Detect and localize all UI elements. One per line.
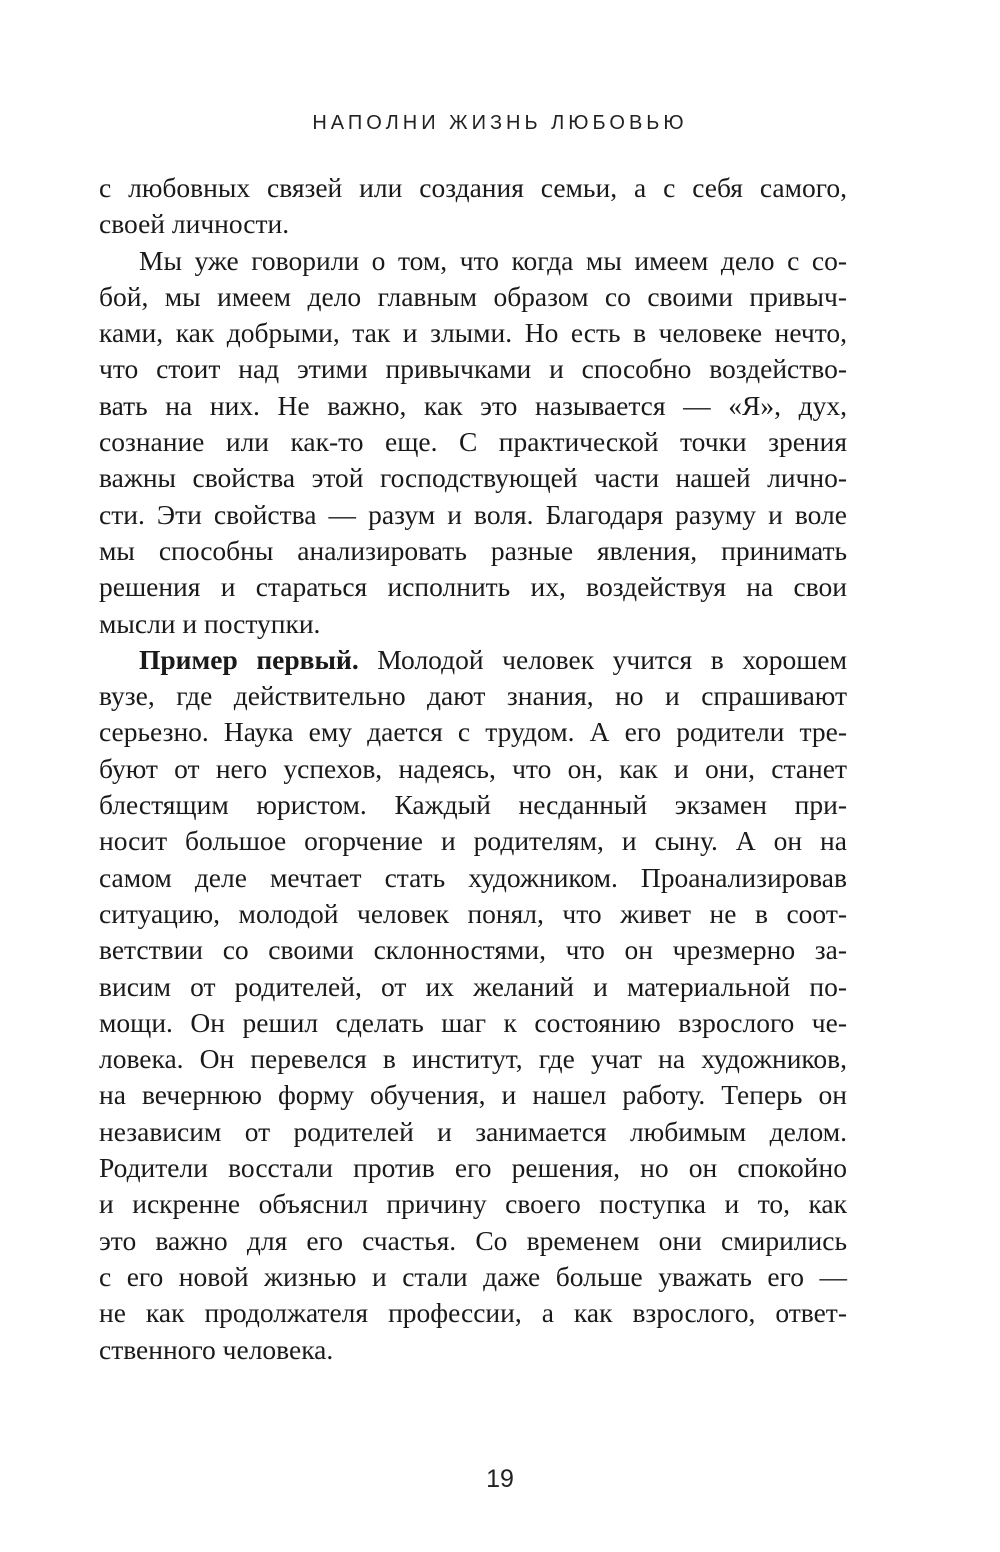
text-line: не как продолжателя профессии, а как взрослого, ответ- — [99, 1297, 847, 1329]
text-line: буют от него успехов, надеясь, что он, как и они, станет — [99, 752, 847, 784]
running-title: НАПОЛНИ ЖИЗНЬ ЛЮБОВЬЮ — [312, 112, 688, 134]
text-line: ками, как добрыми, так и злыми. Но есть в человеке нечто, — [99, 317, 847, 349]
text-line: серьезно. Наука ему дается с трудом. А его родители тре- — [99, 716, 847, 748]
text-line: решения и стараться исполнить их, воздействуя на свои — [99, 571, 847, 603]
text-line: сти. Эти свойства — разум и воля. Благодаря разуму и воле — [99, 498, 847, 530]
text-line: вузе, где действительно дают знания, но и спрашивают — [99, 680, 847, 712]
text-line: важны свойства этой господствующей части нашей лично- — [99, 462, 847, 494]
text-line: ственного человека. — [99, 1333, 334, 1365]
text-line: бой, мы имеем дело главным образом со своими привыч- — [99, 280, 847, 312]
text-line: сознание или как-то еще. С практической точки зрения — [99, 426, 847, 458]
text-line: самом деле мечтает стать художником. Проанализировав — [99, 861, 847, 893]
text-line: с его новой жизнью и стали даже больше уважать его — — [99, 1260, 847, 1292]
text-run: Молодой человек учится в хорошем — [358, 643, 847, 675]
text-line: носит большое огорчение и родителям, и сыну. А он на — [99, 825, 847, 857]
text-line: и искренне объяснил причину своего поступка и то, как — [99, 1188, 847, 1220]
page-number: 19 — [486, 1465, 514, 1493]
text-line: независим от родителей и занимается любимым делом. — [99, 1115, 847, 1147]
text-line: с любовных связей или создания семьи, а с себя самого, — [99, 172, 847, 203]
text-line: блестящим юристом. Каждый несданный экзамен при- — [99, 789, 847, 821]
text-line: висим от родителей, от их желаний и материальной по- — [99, 970, 847, 1002]
text-line: мощи. Он решил сделать шаг к состоянию взрослого че- — [99, 1006, 847, 1038]
text-line — [99, 642, 847, 678]
text-line: своей личности. — [99, 208, 290, 240]
text-line: ситуацию, молодой человек понял, что живет не в соот- — [99, 897, 847, 929]
text-line: на вечернюю форму обучения, и нашел работу. Теперь он — [99, 1079, 847, 1111]
text-line: мысли и поступки. — [99, 607, 321, 639]
text-line: что стоит над этими привычками и способно воздейство- — [99, 353, 847, 385]
text-line: Мы уже говорили о том, что когда мы имеем дело с со- — [139, 244, 847, 276]
text-line: это важно для его счастья. Со временем они смирились — [99, 1224, 847, 1256]
body-text — [99, 170, 847, 1368]
text-line: ловека. Он перевелся в институт, где учат на художников, — [99, 1043, 847, 1075]
text-line: вать на них. Не важно, как это называется — «Я», дух, — [99, 389, 847, 421]
text-line: Родители восстали против его решения, но он спокойно — [99, 1152, 847, 1184]
example-heading: Пример первый. — [139, 643, 359, 675]
text-line: ветствии со своими склонностями, что он чрезмерно за- — [99, 934, 847, 966]
text-line: мы способны анализировать разные явления, принимать — [99, 534, 847, 566]
